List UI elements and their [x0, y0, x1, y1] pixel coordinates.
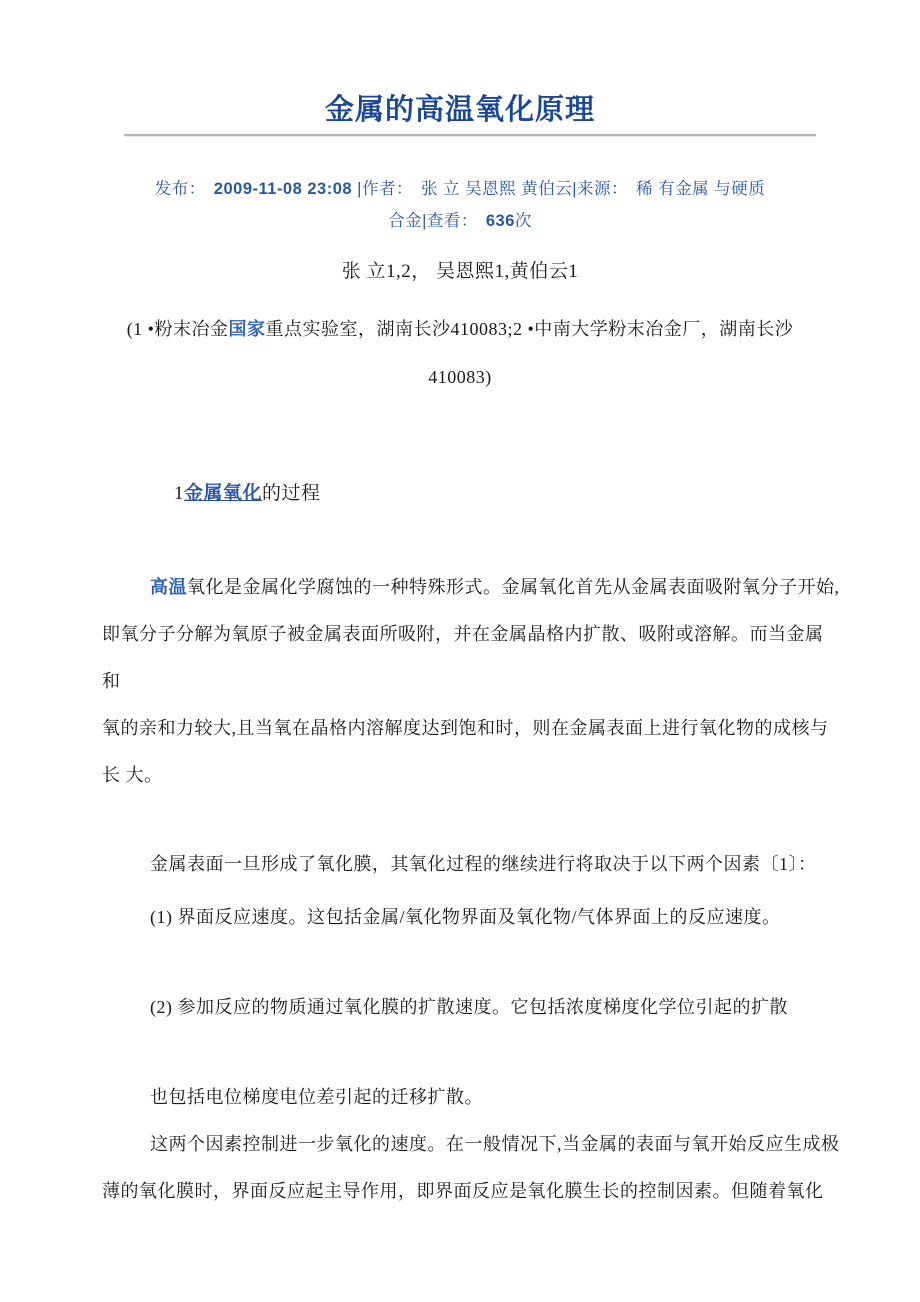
- paragraph-2-intro: 金属表面一旦形成了氧化膜，其氧化过程的继续进行将取决于以下两个因素〔1〕：: [150, 854, 817, 874]
- views-count: 636: [485, 212, 515, 230]
- source-name-part1: 稀 有金属 与硬质: [636, 180, 766, 198]
- author-label: |作者：: [357, 180, 413, 198]
- affiliation: [102, 305, 818, 401]
- section-heading-text: 的过程: [262, 483, 321, 504]
- publish-label: 发布：: [154, 180, 206, 198]
- paragraph-1: [102, 564, 840, 799]
- author-byline: 张 立1,2， 吴恩熙1,黄伯云1: [341, 261, 579, 282]
- para1-line3: 和: [102, 671, 121, 691]
- list-item-1: (1) 界面反应速度。这包括金属/氧化物界面及氧化物/气体界面上的反应速度。: [150, 907, 781, 927]
- para3-line1: 这两个因素控制进一步氧化的速度。在一般情况下,当金属的表面与氧开始反应生成极: [150, 1134, 840, 1154]
- para3-line2: 薄的氧化膜时，界面反应起主导作用，即界面反应是氧化膜生长的控制因素。但随着氧化: [102, 1181, 824, 1201]
- views-label: |查看：: [422, 212, 478, 230]
- keyword-link-gaowen[interactable]: 高温: [150, 577, 187, 597]
- page-title: 金属的高温氧化原理: [324, 94, 595, 126]
- publish-meta: [102, 173, 818, 237]
- paragraph-3: [102, 1121, 840, 1215]
- para1-line1-text: 氧化是金属化学腐蚀的一种特殊形式。金属氧化首先从金属表面吸附氧分子开始,: [187, 577, 840, 597]
- list-item-2: (2) 参加反应的物质通过氧化膜的扩散速度。它包括浓度梯度化学位引起的扩散: [150, 997, 788, 1017]
- para1-line5: 长 大。: [102, 765, 163, 785]
- affiliation-prefix: (1 •粉末冶金: [126, 319, 229, 339]
- list-item-2-continuation: 也包括电位梯度电位差引起的迁移扩散。: [150, 1087, 483, 1107]
- keyword-link-guojia[interactable]: 国家: [228, 319, 266, 339]
- publish-time: 2009-11-08 23:08: [213, 180, 358, 198]
- section-number: 1: [174, 483, 184, 504]
- para1-line1: [102, 564, 840, 611]
- content-column: [102, 0, 840, 1215]
- affiliation-suffix: 重点实验室，湖南长沙410083;2 •中南大学粉末冶金厂，湖南长沙: [265, 319, 794, 339]
- title-divider: [124, 134, 816, 137]
- views-unit: 次: [514, 212, 532, 230]
- source-label: |来源：: [572, 180, 629, 198]
- affiliation-line-1: [102, 305, 818, 353]
- affiliation-line-2: 410083): [428, 367, 492, 387]
- para1-line2: 即氧分子分解为氧原子被金属表面所吸附，并在金属晶格内扩散、吸附或溶解。而当金属: [102, 624, 824, 644]
- source-name-part2: 合金: [388, 212, 423, 230]
- meta-authors: 张 立 吴恩熙 黄伯云: [420, 180, 573, 198]
- section-heading-1: [102, 479, 818, 509]
- keyword-link-metal-oxidation[interactable]: 金属氧化: [184, 483, 263, 504]
- para1-line4: 氧的亲和力较大,且当氧在晶格内溶解度达到饱和时，则在金属表面上进行氧化物的成核与: [102, 718, 829, 738]
